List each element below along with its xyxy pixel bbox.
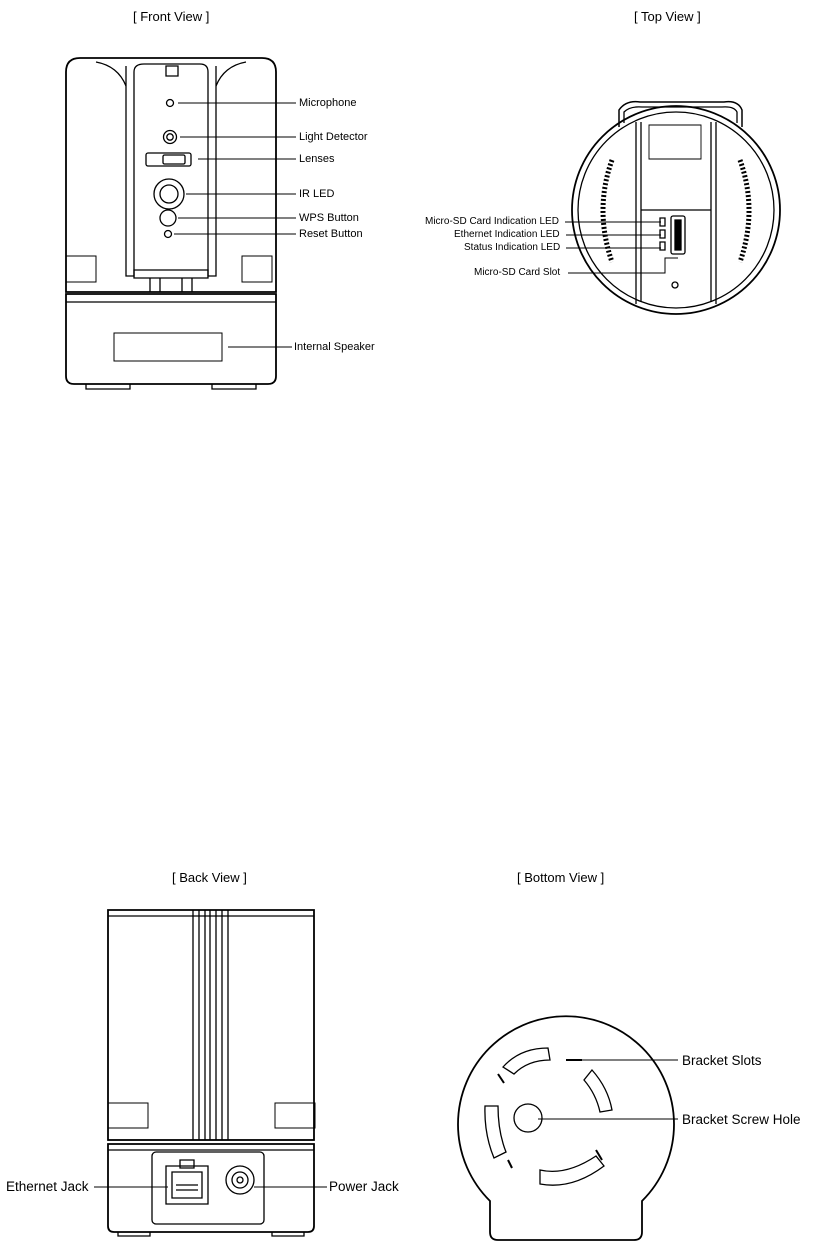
top-view-title: [ Top View ] <box>634 9 701 24</box>
label-lenses: Lenses <box>299 153 335 165</box>
bottom-view-drawing <box>458 1016 674 1240</box>
front-view-title: [ Front View ] <box>133 9 210 24</box>
label-wps-button: WPS Button <box>299 212 359 224</box>
microphone-hole <box>167 100 174 107</box>
front-view-drawing <box>66 58 276 389</box>
label-internal-speaker: Internal Speaker <box>294 341 375 353</box>
label-light-detector: Light Detector <box>299 131 368 143</box>
label-ir-led: IR LED <box>299 188 335 200</box>
back-view-title: [ Back View ] <box>172 870 247 885</box>
wps-button <box>160 210 176 226</box>
ir-led <box>154 179 184 209</box>
label-ethernet-jack: Ethernet Jack <box>6 1179 89 1194</box>
label-microsd-led: Micro-SD Card Indication LED <box>425 216 559 227</box>
bottom-view-title: [ Bottom View ] <box>517 870 605 885</box>
bracket-screw-hole <box>514 1104 542 1132</box>
label-bracket-slots: Bracket Slots <box>682 1053 762 1068</box>
reset-button <box>165 231 172 238</box>
label-reset-button: Reset Button <box>299 228 363 240</box>
top-view-drawing <box>572 102 780 314</box>
label-power-jack: Power Jack <box>329 1179 399 1194</box>
label-bracket-screw-hole: Bracket Screw Hole <box>682 1112 801 1127</box>
label-ethernet-led: Ethernet Indication LED <box>454 229 560 240</box>
label-microphone: Microphone <box>299 97 357 109</box>
label-status-led: Status Indication LED <box>464 242 561 253</box>
label-microsd-slot: Micro-SD Card Slot <box>474 267 561 278</box>
light-detector <box>164 131 177 144</box>
